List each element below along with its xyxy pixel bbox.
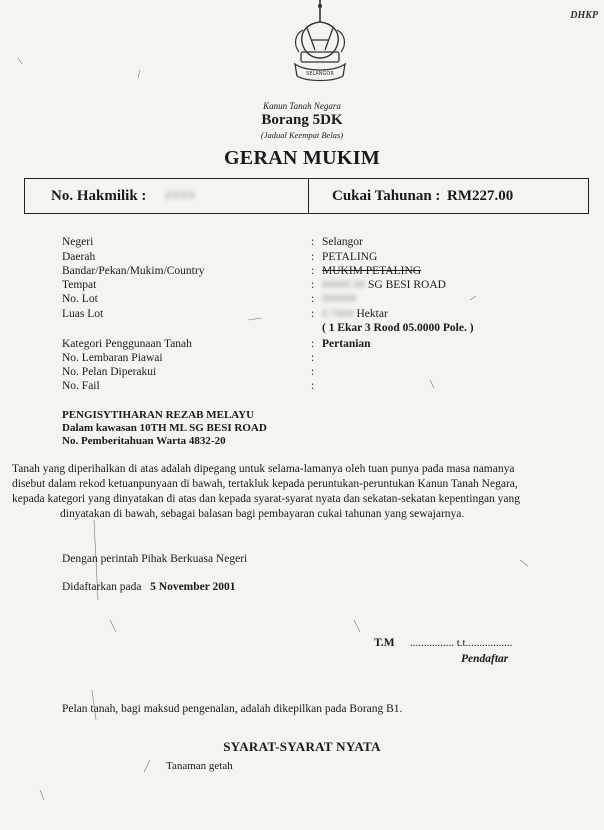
row-label: Negeri (62, 236, 94, 248)
act-name: Kanun Tanah Negara (263, 101, 341, 111)
crest-label: SELANGOR (306, 71, 334, 77)
registered-date: 5 November 2001 (150, 581, 236, 593)
rezab-gazette: No. Pemberitahuan Warta 4832-20 (62, 435, 226, 447)
annual-tax-value: RM227.00 (447, 188, 514, 204)
form-name: Borang 5DK (261, 112, 343, 128)
row-label: Daerah (62, 251, 96, 263)
redacted-text: ##### ## (322, 279, 366, 291)
body-line: dinyatakan di bawah, sebagai balasan bagi pembayaran cukai tahunan yang sewajarnya. (60, 508, 465, 520)
conditions-title: SYARAT-SYARAT NYATA (223, 739, 381, 754)
authority-order: Dengan perintah Pihak Berkuasa Negeri (62, 553, 248, 565)
schedule-note: (Jadual Keempat Belas) (260, 130, 344, 140)
reference-code: DHKP (570, 10, 598, 21)
plan-note: Pelan tanah, bagi maksud pengenalan, adalah dikepilkan pada Borang B1. (62, 703, 403, 715)
redacted-text: 0.7### (322, 308, 354, 320)
document-title: GERAN MUKIM (223, 147, 381, 169)
row-label: Kategori Penggunaan Tanah (62, 338, 192, 350)
registered-label: Didaftarkan pada (62, 581, 142, 593)
row-value: PETALING (322, 251, 378, 263)
selangor-crest-emblem (285, 0, 355, 96)
title-header-box (24, 178, 589, 214)
rezab-area: Dalam kawasan 10TH ML SG BESI ROAD (62, 422, 267, 434)
row-value: ##### ## SG BESI ROAD (322, 279, 446, 291)
row-label: Luas Lot (62, 308, 104, 320)
hakmilik-value-redacted: #### (165, 188, 195, 204)
body-line: kepada kategori yang dinyatakan di atas dan kepada syarat-syarat nyata dan sekatan-sekatan kepentingan yang (12, 493, 521, 505)
row-value: Selangor (322, 236, 363, 248)
row-value-line2: ( 1 Ekar 3 Rood 05.0000 Pole. ) (322, 322, 474, 334)
row-value: MUKIM PETALING (322, 265, 422, 277)
row-value: 0.7### Hektar (322, 308, 388, 320)
conditions-text: Tanaman getah (166, 760, 233, 772)
registrar-role: Pendaftar (461, 653, 509, 665)
body-line: disebut dalam rekod ketuanpunyaan di bawah, tertakluk kepada peruntukan-peruntukan Kanun Tanah Negara, (12, 478, 518, 490)
signature-dots: ................ t.t................. (410, 637, 513, 649)
row-label: No. Lot (62, 293, 98, 305)
rezab-heading: PENGISYTIHARAN REZAB MELAYU (62, 409, 255, 421)
annual-tax-label: Cukai Tahunan : (332, 188, 441, 204)
box-divider (308, 179, 309, 213)
row-value: Pertanian (322, 338, 371, 350)
row-label: Tempat (62, 279, 97, 291)
row-label: No. Pelan Diperakui (62, 366, 157, 378)
hakmilik-label: No. Hakmilik : (51, 188, 147, 204)
row-label: No. Lembaran Piawai (62, 352, 163, 364)
land-title-document: DHKP SELANGOR Kanun Tanah Negara Borang 5DK (Jadual Keempat Belas) GERAN MUKIM No. Hakmilik : #### Cukai Tahunan : RM227.00 Negeri : Selangor Daerah : PETALING Bandar/Pekan/Mukim/Country : MUKIM PETALING Tempat : ##### ## SG BESI ROAD No. Lot : ###### Luas Lot : 0.7### Hektar ( 1 Ekar 3 Rood 05.0000 Pole. ) Kategori Penggunaan Tanah : Pertanian No. Lembaran Piawai : No. Pelan Diperakui : No. Fail : PENGISYTIHARAN REZAB MELAYU Dalam kawasan 10TH ML SG BESI ROAD No. Pemberitahuan Warta 4832-20 Tanah yang diperihalkan di atas adalah dipegang untuk selama-lamanya oleh tuan punya pada masa namanya disebut dalam rekod ketuanpunyaan di bawah, tertakluk kepada peruntukan-peruntukan Kanun Tanah Negara, kepada kategori yang dinyatakan di atas dan kepada syarat-syarat nyata dan sekatan-sekatan kepentingan yang dinyatakan di bawah, sebagai balasan bagi pembayaran cukai tahunan yang sewajarnya. Dengan perintah Pihak Berkuasa Negeri Didaftarkan pada 5 November 2001 T.M ................ t.t................. Pendaftar Pelan tanah, bagi maksud pengenalan, adalah dikepilkan pada Borang B1. SYARAT-SYARAT NYATA Tanaman getah (0, 0, 604, 830)
tm-label: T.M (374, 637, 395, 649)
row-value-redacted: ###### (322, 293, 357, 305)
body-line: Tanah yang diperihalkan di atas adalah dipegang untuk selama-lamanya oleh tuan punya pada masa namanya (12, 463, 515, 475)
registered-line (62, 581, 236, 593)
row-label: No. Fail (62, 380, 100, 392)
row-label: Bandar/Pekan/Mukim/Country (62, 265, 205, 277)
